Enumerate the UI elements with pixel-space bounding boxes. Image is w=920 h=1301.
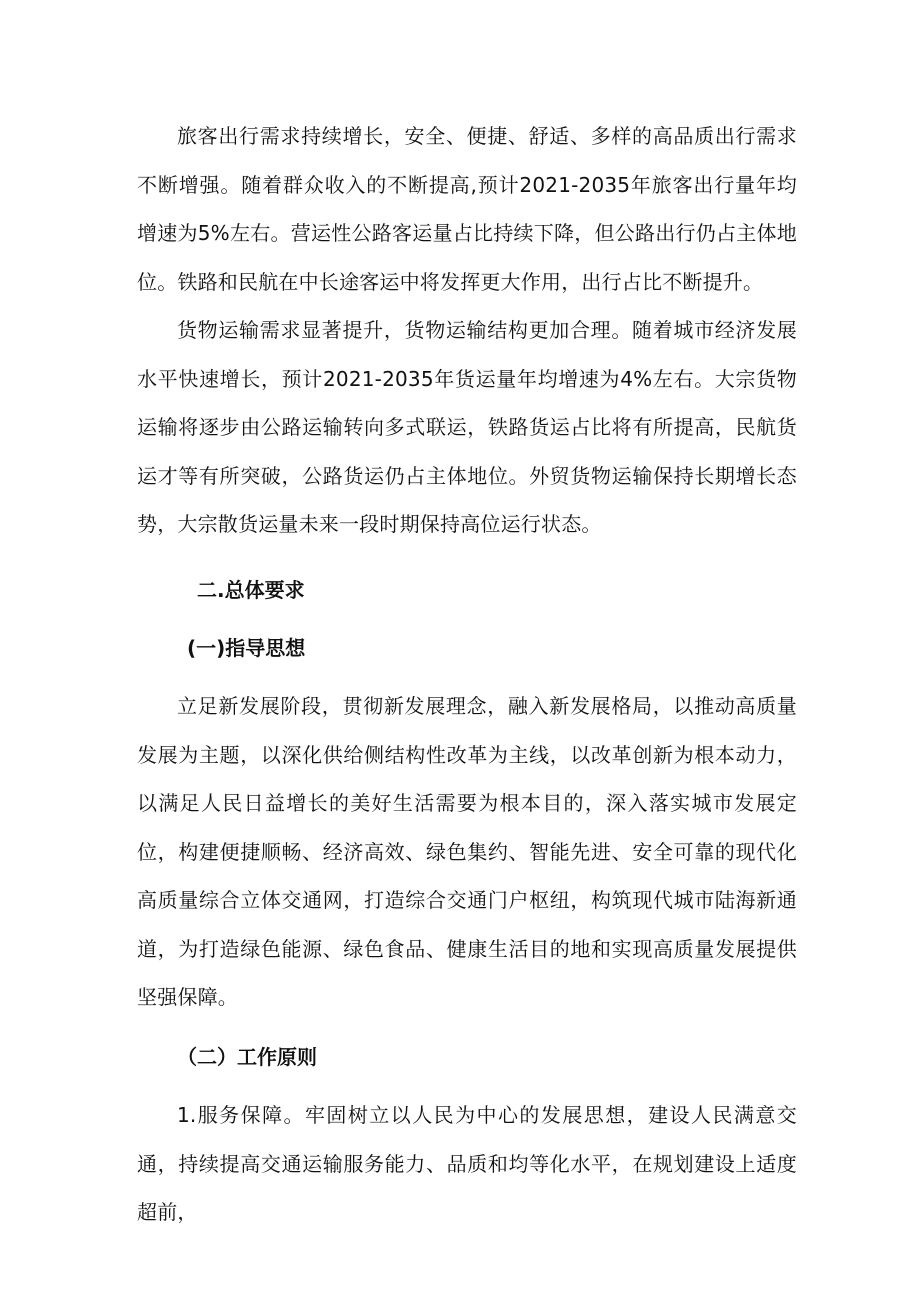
- paragraph-freight-demand: 货物运输需求显著提升，货物运输结构更加合理。随着城市经济发展水平快速增长，预计2021-2035年货运量年均增速为4%左右。大宗货物运输将逐步由公路运输转向多式联运，铁路货运占比将有所提高，民航货运才等有所突破，公路货运仍占主体地位。外贸货物运输保持长期增长态势，大宗散货运量未来一段时期保持高位运行状态。: [137, 318, 797, 536]
- paragraph-passenger-demand: 旅客出行需求持续增长，安全、便捷、舒适、多样的高品质出行需求不断增强。随着群众收入的不断提高,预计2021-2035年旅客出行量年均增速为5%左右。营运性公路客运量占比持续下降，但公路出行仍占主体地位。铁路和民航在中长途客运中将发挥更大作用，出行占比不断提升。: [137, 124, 797, 294]
- paragraph-service-guarantee: 1.服务保障。牢固树立以人民为中心的发展思想，建设人民满意交通，持续提高交通运输服务能力、品质和均等化水平，在规划建设上适度超前，: [137, 1103, 797, 1224]
- section-title: 二.总体要求: [197, 578, 305, 602]
- paragraph-guiding-ideology: 立足新发展阶段，贯彻新发展理念，融入新发展格局，以推动高质量发展为主题，以深化供给侧结构性改革为主线，以改革创新为根本动力，以满足人民日益增长的美好生活需要为根本目的，深入落实城市发展定位，构建便捷顺畅、经济高效、绿色集约、智能先进、安全可靠的现代化高质量综合立体交通网，打造综合交通门户枢纽，构筑现代城市陆海新通道，为打造绿色能源、绿色食品、健康生活目的地和实现高质量发展提供坚强保障。: [137, 694, 797, 1009]
- subsection-working-principles: （二）工作原则: [177, 1045, 317, 1069]
- subsection-guiding-ideology: (一)指导思想: [187, 636, 306, 660]
